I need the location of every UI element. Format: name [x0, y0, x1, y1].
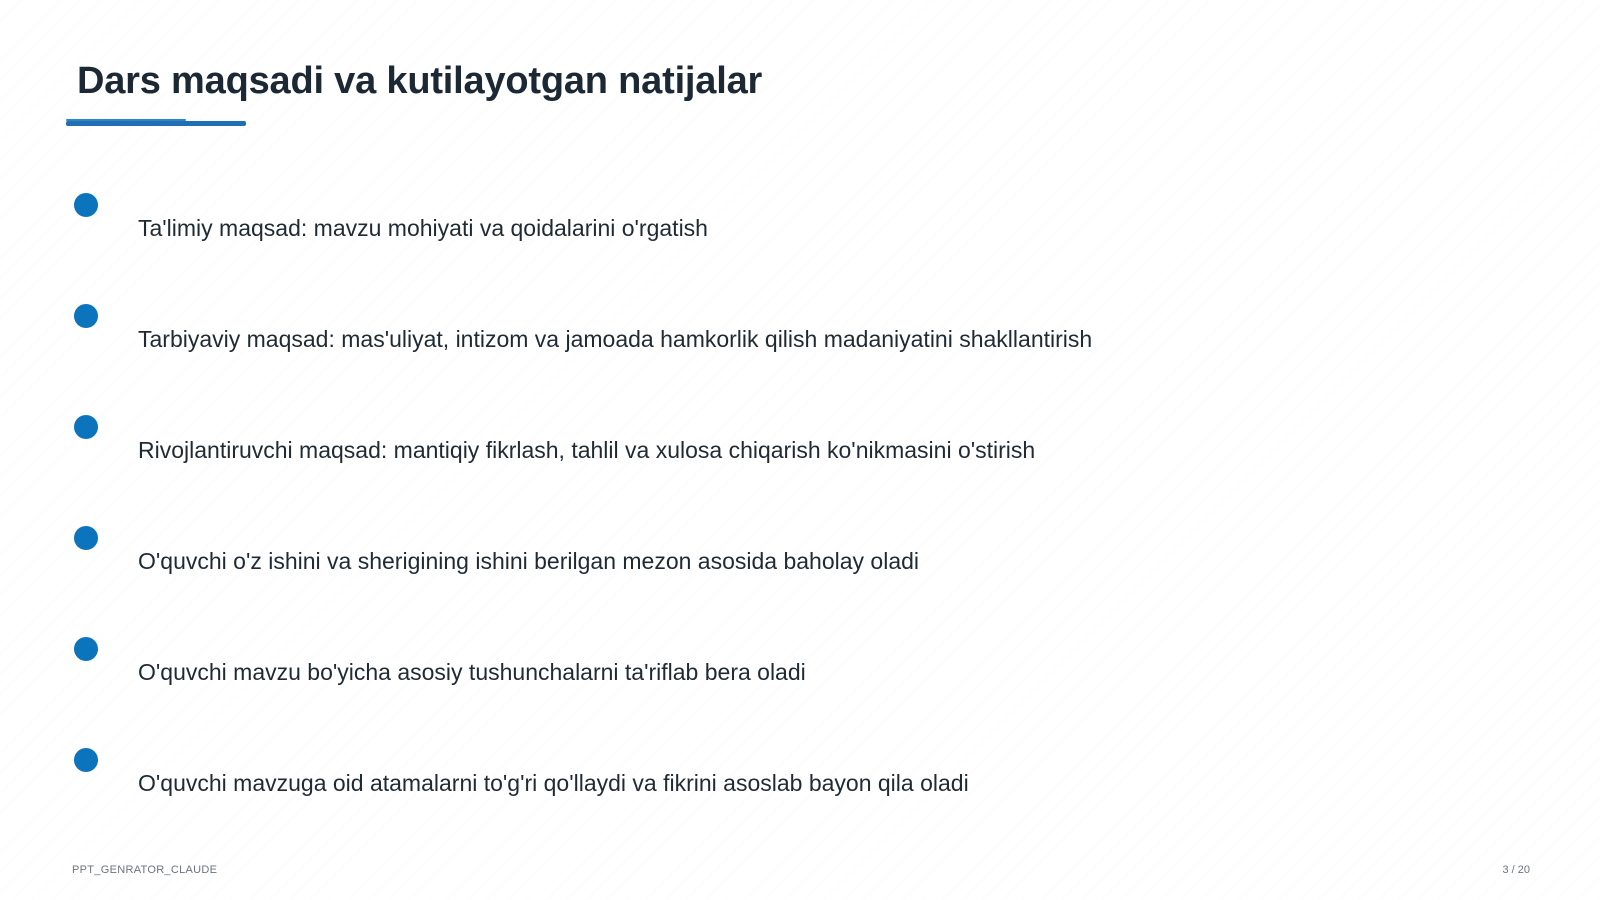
footer-brand: PPT_GENRATOR_CLAUDE: [72, 864, 218, 876]
bullet-text: Tarbiyaviy maqsad: mas'uliyat, intizom va jamoada hamkorlik qilish madaniyatini shakllantirish: [138, 326, 1093, 352]
bullet-text: Ta'limiy maqsad: mavzu mohiyati va qoidalarini o'rgatish: [138, 215, 708, 241]
bullet-dot-icon: [74, 526, 98, 550]
bullet-item-3: [74, 415, 1524, 495]
bullet-text: O'quvchi mavzu bo'yicha asosiy tushunchalarni ta'riflab bera oladi: [138, 659, 806, 685]
bullet-text: O'quvchi o'z ishini va sherigining ishini berilgan mezon asosida baholay oladi: [138, 548, 920, 574]
bullet-dot-icon: [74, 637, 98, 661]
page-indicator: 3 / 20: [1502, 864, 1530, 876]
bullet-item-5: [74, 637, 1524, 717]
bullet-item-4: [74, 526, 1524, 606]
bullet-dot-icon: [74, 193, 98, 217]
slide-title: Dars maqsadi va kutilayotgan natijalar: [77, 60, 763, 102]
bullet-item-6: [74, 748, 1524, 828]
bullet-text: Rivojlantiruvchi maqsad: mantiqiy fikrlash, tahlil va xulosa chiqarish ko'nikmasini o'stirish: [138, 437, 1036, 463]
bullet-dot-icon: [74, 748, 98, 772]
bullet-item-2: [74, 304, 1524, 384]
bullet-item-1: [74, 193, 1524, 273]
bullet-text: O'quvchi mavzuga oid atamalarni to'g'ri qo'llaydi va fikrini asoslab bayon qila oladi: [138, 770, 969, 796]
bullet-dot-icon: [74, 415, 98, 439]
bullet-dot-icon: [74, 304, 98, 328]
